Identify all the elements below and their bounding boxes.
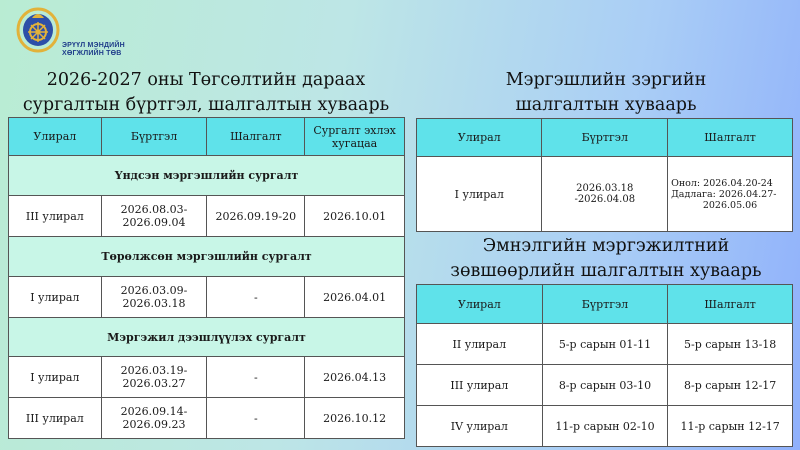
col-header-start: Сургалт эхлэх хугацаа (305, 118, 405, 156)
col-header-exam: Шалгалт (207, 118, 305, 156)
section-title: Төрөлжсөн мэргэшлийн сургалт (9, 237, 405, 277)
cell-start: 2026.04.13 (305, 357, 405, 398)
cell-exam: 5-р сарын 13-18 (668, 324, 793, 365)
qualification-exam-table (416, 118, 793, 232)
license-exam-table (416, 284, 793, 447)
cell-registration: 8-р сарын 03-10 (542, 365, 668, 406)
col-header-exam: Шалгалт (668, 285, 793, 324)
cell-exam: 2026.09.19-20 (207, 196, 305, 237)
cell-season: IV улирал (417, 406, 543, 447)
col-header-season: Улирал (417, 119, 542, 157)
col-header-registration: Бүртгэл (542, 119, 668, 157)
cell-season: I улирал (417, 157, 542, 232)
right-top-title: Мэргэшлийн зэргийн шалгалтын хуваарь (505, 70, 707, 115)
cell-exam: - (207, 398, 305, 439)
cell-registration: 2026.03.09- 2026.03.18 (101, 277, 207, 318)
cell-exam: 11-р сарын 12-17 (668, 406, 793, 447)
col-header-registration: Бүртгэл (101, 118, 207, 156)
cell-season: III улирал (417, 365, 543, 406)
right-bottom-title: Эмнэлгийн мэргэжилтний зөвшөөрлийн шалгалтын хуваарь (450, 236, 762, 281)
section-title: Үндсэн мэргэшлийн сургалт (9, 156, 405, 196)
cell-registration: 2026.09.14- 2026.09.23 (101, 398, 207, 439)
cell-registration: 2026.03.18 -2026.04.08 (542, 157, 668, 232)
cell-season: III улирал (9, 196, 102, 237)
cell-start: 2026.04.01 (305, 277, 405, 318)
cell-registration: 11-р сарын 02-10 (542, 406, 668, 447)
organization-logo (14, 6, 62, 60)
section-title: Мэргэжил дээшлүүлэх сургалт (9, 318, 405, 357)
cell-exam: Онол: 2026.04.20-24 Дадлага: 2026.04.27- 2026.05.06 (668, 157, 793, 232)
table-row (9, 277, 405, 318)
postgrad-schedule-table (8, 117, 405, 439)
col-header-registration: Бүртгэл (542, 285, 668, 324)
left-title: 2026-2027 оны Төгсөлтийн дараах сургалтын бүртгэл, шалгалтын хуваарь (22, 70, 390, 115)
cell-start: 2026.10.12 (305, 398, 405, 439)
cell-exam: 8-р сарын 12-17 (668, 365, 793, 406)
table-row (9, 196, 405, 237)
table-row (417, 406, 793, 447)
cell-exam: - (207, 357, 305, 398)
col-header-season: Улирал (417, 285, 543, 324)
logo-text: ЭРҮҮЛ МЭНДИЙН ХӨГЖЛИЙН ТӨВ (62, 42, 125, 57)
cell-season: I улирал (9, 357, 102, 398)
table-row (417, 157, 793, 232)
cell-registration: 2026.03.19- 2026.03.27 (101, 357, 207, 398)
cell-season: I улирал (9, 277, 102, 318)
cell-start: 2026.10.01 (305, 196, 405, 237)
cell-registration: 2026.08.03- 2026.09.04 (101, 196, 207, 237)
table-row (417, 365, 793, 406)
cell-season: III улирал (9, 398, 102, 439)
col-header-season: Улирал (9, 118, 102, 156)
cell-exam: - (207, 277, 305, 318)
cell-season: II улирал (417, 324, 543, 365)
cell-registration: 5-р сарын 01-11 (542, 324, 668, 365)
table-row (9, 398, 405, 439)
table-row (9, 357, 405, 398)
col-header-exam: Шалгалт (668, 119, 793, 157)
table-row (417, 324, 793, 365)
